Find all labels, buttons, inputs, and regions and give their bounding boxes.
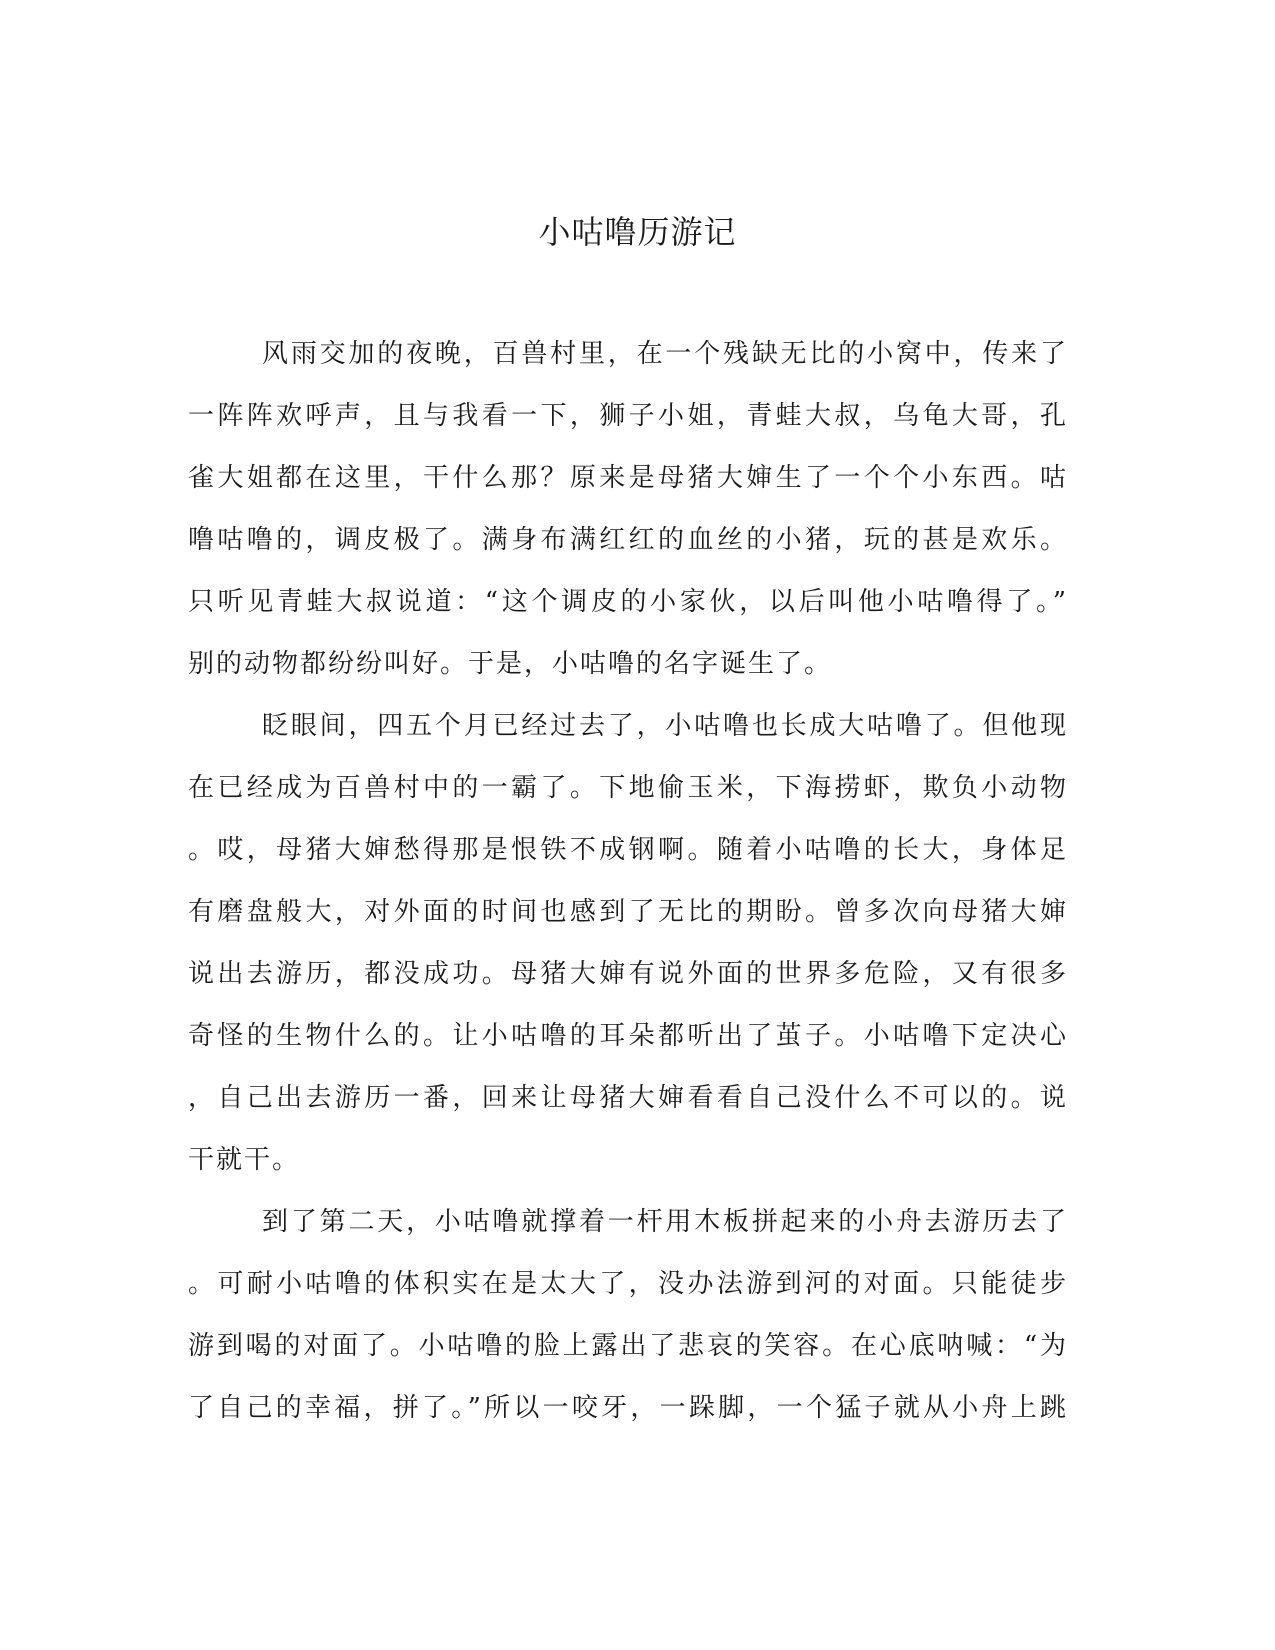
text-line: ，自己出去游历一番，回来让母猪大婶看看自己没什么不可以的。说 <box>188 1083 1068 1113</box>
text-line: 在已经成为百兽村中的一霸了。下地偷玉米，下海捞虾，欺负小动物 <box>188 773 1068 803</box>
text-line: 噜咕噜的，调皮极了。满身布满红红的血丝的小猪，玩的甚是欢乐。 <box>188 525 1068 555</box>
text-line: 风雨交加的夜晚，百兽村里，在一个残缺无比的小窝中，传来了 <box>262 339 1068 369</box>
text-line: 到了第二天，小咕噜就撑着一杆用木板拼起来的小舟去游历去了 <box>262 1207 1068 1237</box>
document-title: 小咕噜历游记 <box>538 213 737 251</box>
text-line: 一阵阵欢呼声，且与我看一下，狮子小姐，青蛙大叔，乌龟大哥，孔 <box>188 401 1068 431</box>
text-line: 雀大姐都在这里，干什么那？原来是母猪大婶生了一个个小东西。咕 <box>188 463 1068 493</box>
text-line: 别的动物都纷纷叫好。于是，小咕噜的名字诞生了。 <box>188 649 833 679</box>
document-body <box>188 331 1068 1447</box>
text-line: 眨眼间，四五个月已经过去了，小咕噜也长成大咕噜了。但他现 <box>262 711 1068 741</box>
text-line: 说出去游历，都没成功。母猪大婶有说外面的世界多危险，又有很多 <box>188 959 1068 989</box>
text-line: 奇怪的生物什么的。让小咕噜的耳朵都听出了茧子。小咕噜下定决心 <box>188 1021 1068 1051</box>
text-line: 游到喝的对面了。小咕噜的脸上露出了悲哀的笑容。在心底呐喊：“为 <box>188 1331 1068 1361</box>
text-line: 有磨盘般大，对外面的时间也感到了无比的期盼。曾多次向母猪大婶 <box>188 897 1068 927</box>
text-line: 。哎，母猪大婶愁得那是恨铁不成钢啊。随着小咕噜的长大，身体足 <box>188 835 1068 865</box>
text-line: 了自己的幸福，拼了。”所以一咬牙，一跺脚，一个猛子就从小舟上跳 <box>188 1393 1068 1423</box>
text-line: 。可耐小咕噜的体积实在是太大了，没办法游到河的对面。只能徒步 <box>188 1269 1068 1299</box>
text-line: 干就干。 <box>188 1145 301 1175</box>
text-line: 只听见青蛙大叔说道：“这个调皮的小家伙，以后叫他小咕噜得了。” <box>188 587 1068 617</box>
